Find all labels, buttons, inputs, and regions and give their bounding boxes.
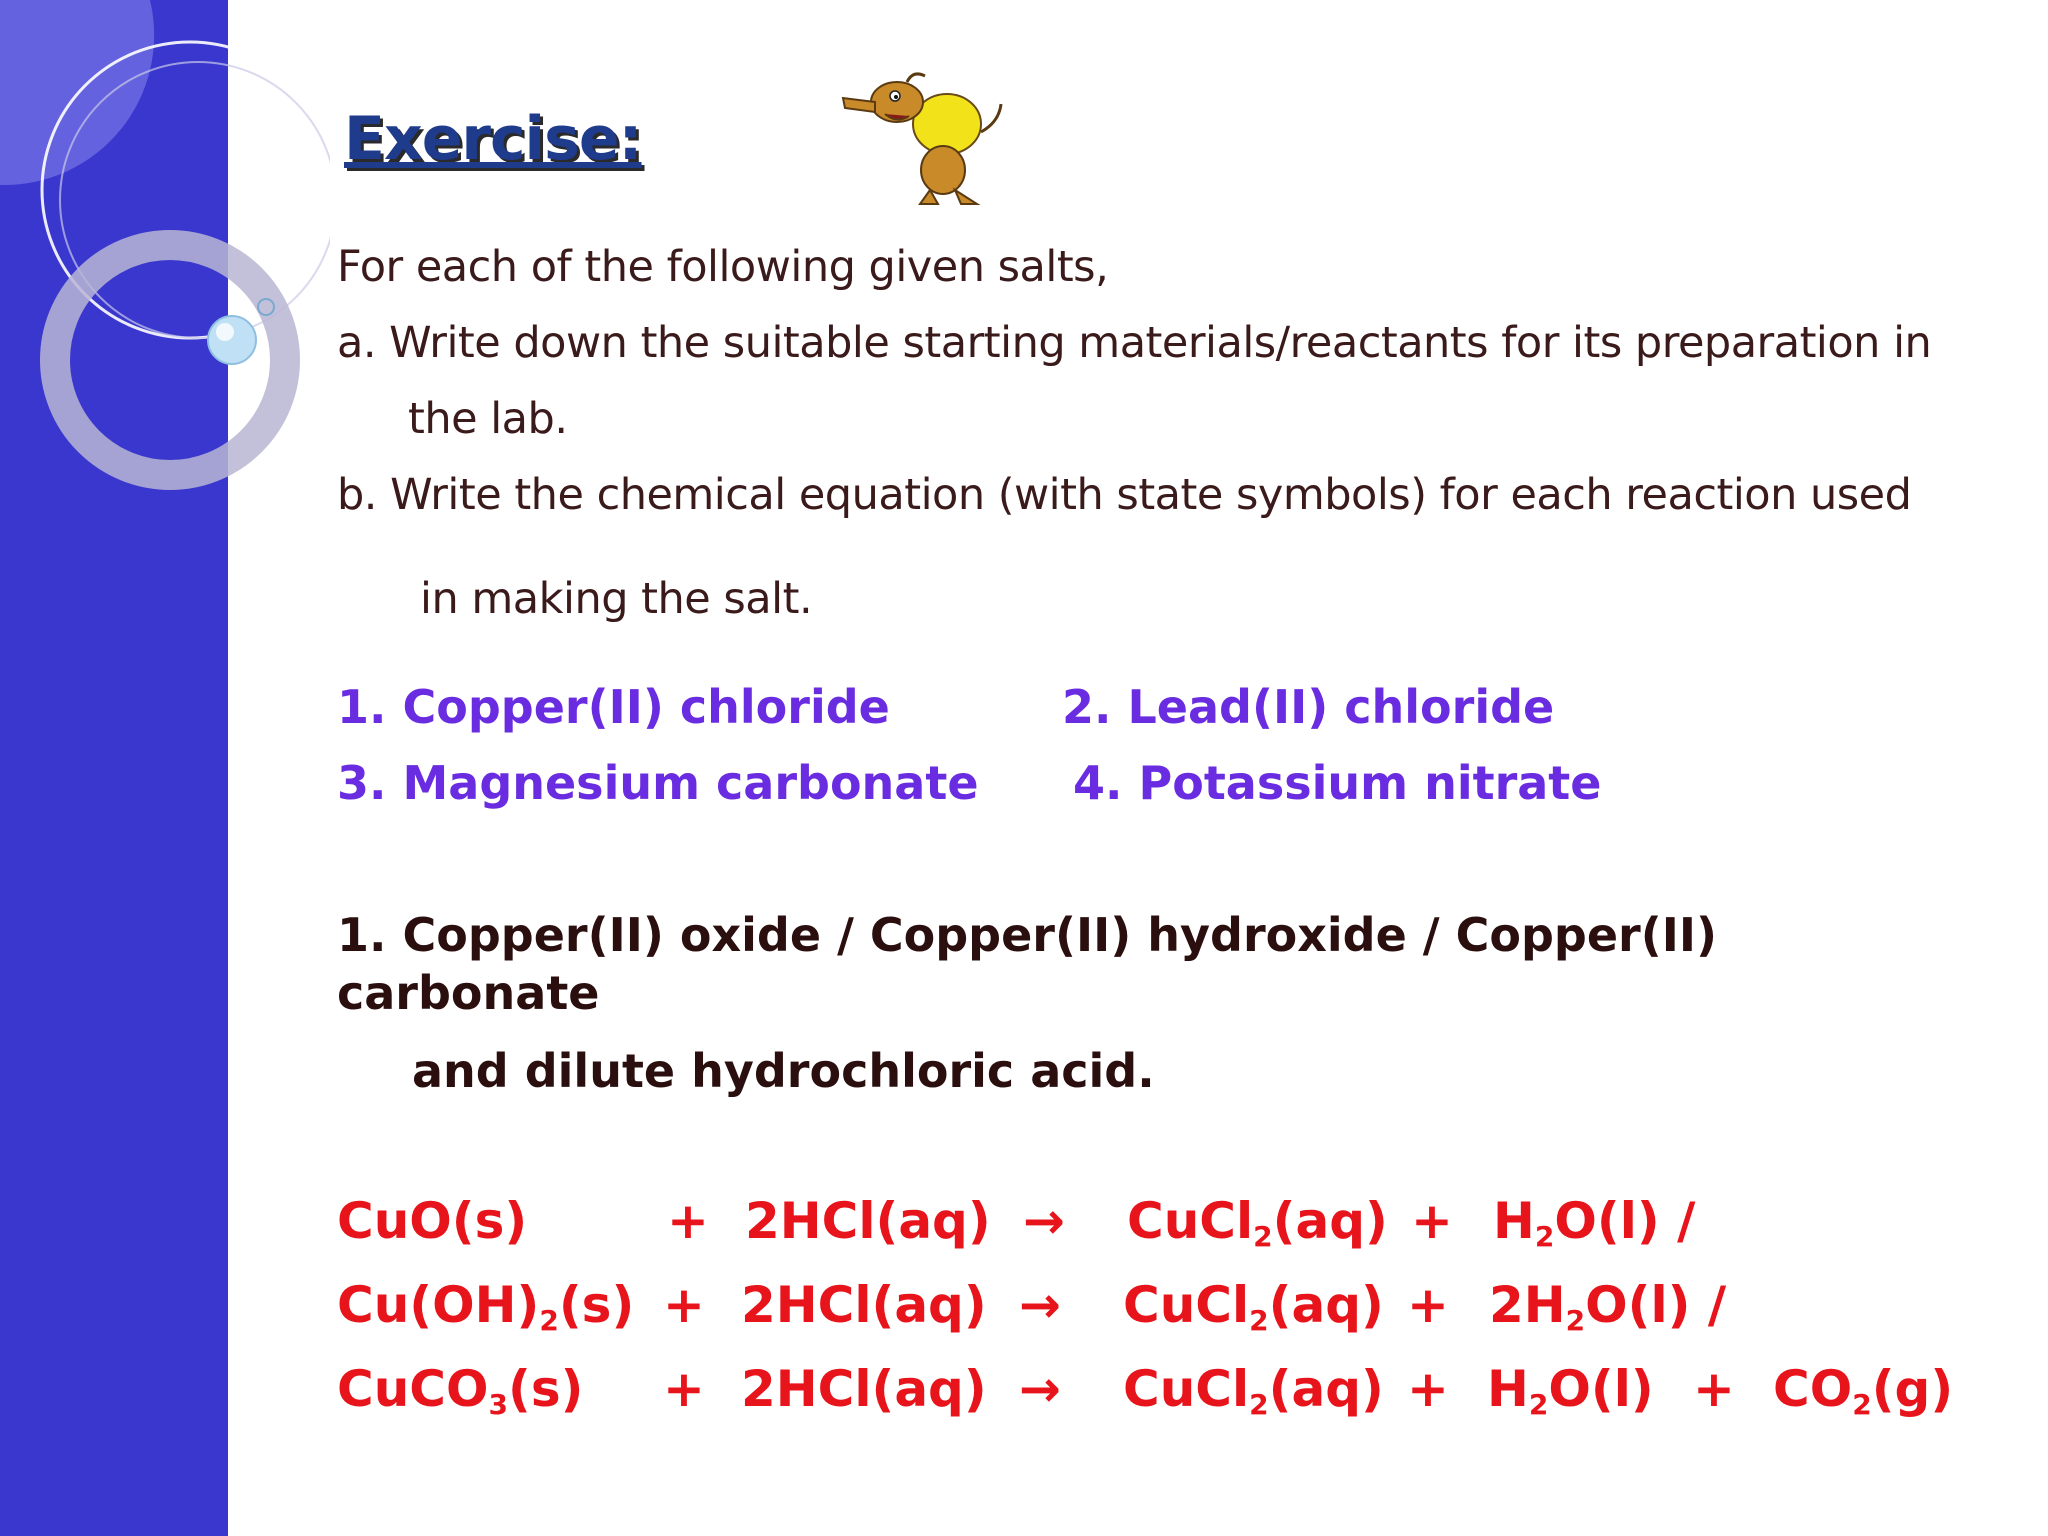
equation-reactant-1: CuCO$_3$(s) [337,1360,584,1421]
task-a-line1: a. Write down the suitable starting materials/reactants for its preparation in [337,318,1932,368]
salt-item-2: 2. Lead(II) chloride [1062,680,1555,734]
equation-plus: + [1407,1360,1449,1418]
equation-product-2: $H_2O(l)$ [1487,1360,1654,1421]
salt-item-4: 4. Potassium nitrate [1073,756,1602,810]
task-b-line1: b. Write the chemical equation (with state symbols) for each reaction used [337,470,1912,520]
answer-line3: and dilute hydrochloric acid. [412,1044,1155,1098]
equation-arrow: → [1019,1276,1061,1334]
equation-plus: + [1411,1192,1453,1250]
equation-plus: + [1407,1276,1449,1334]
equation-product-2: $H_2O(l)$ / [1493,1192,1696,1253]
equation-row [337,1192,2017,1262]
equation-arrow: → [1019,1360,1061,1418]
equation-product-2: $2H_2O(l)$ / [1489,1276,1727,1337]
equation-product-1: CuCl$_2$(aq) [1123,1360,1384,1421]
decorative-rings [0,0,330,520]
cartoon-dog-pointing-icon [835,62,1010,212]
salt-item-3: 3. Magnesium carbonate [337,756,979,810]
equation-reactant-2: 2HCl(aq) [741,1276,987,1334]
equation-reactant-1: $Cu(OH)_2(s)$ [337,1276,635,1337]
equation-product-1: CuCl$_2$(aq) [1123,1276,1384,1337]
equation-arrow: → [1023,1192,1065,1250]
task-b-line2: in making the salt. [420,574,813,624]
intro-text: For each of the following given salts, [337,242,1109,292]
equation-plus: + [667,1192,709,1250]
equation-product-3: $CO_2(g)$ [1773,1360,1954,1421]
equation-plus: + [663,1360,705,1418]
equation-reactant-1: CuO(s) [337,1192,528,1250]
equation-plus: + [1693,1360,1735,1418]
equation-reactant-2: 2HCl(aq) [745,1192,991,1250]
answer-line2: carbonate [337,966,600,1020]
salt-item-1: 1. Copper(II) chloride [337,680,890,734]
page-title: Exercise: [344,104,642,174]
equation-reactant-2: 2HCl(aq) [741,1360,987,1418]
equation-product-1: CuCl$_2$(aq) [1127,1192,1388,1253]
equation-plus: + [663,1276,705,1334]
task-a-line2: the lab. [408,394,568,444]
equation-row [337,1276,2017,1346]
equation-row [337,1360,2017,1430]
answer-line1: 1. Copper(II) oxide / Copper(II) hydroxide / Copper(II) [337,908,1717,962]
